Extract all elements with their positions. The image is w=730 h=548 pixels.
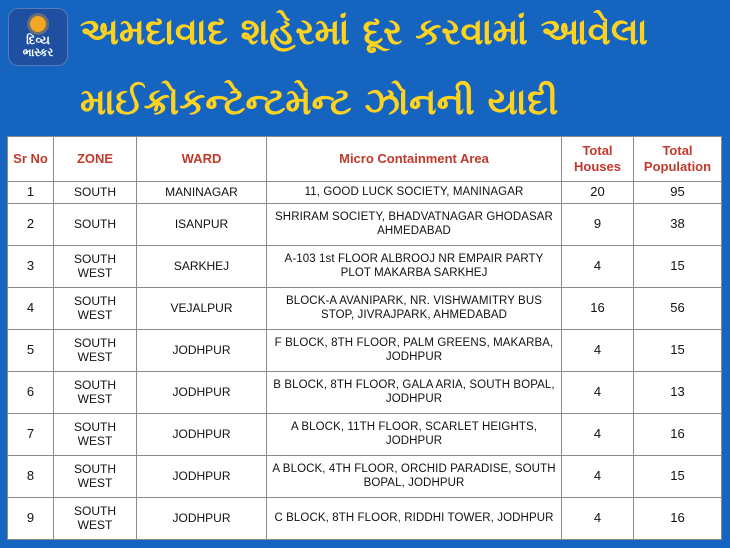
cell-zone: SOUTH WEST	[54, 329, 137, 371]
cell-total-population: 95	[634, 182, 722, 204]
cell-total-population: 16	[634, 497, 722, 539]
cell-area: A BLOCK, 11TH FLOOR, SCARLET HEIGHTS, JODHPUR	[267, 413, 562, 455]
table-row	[8, 182, 722, 204]
cell-ward: JODHPUR	[137, 413, 267, 455]
cell-zone: SOUTH WEST	[54, 497, 137, 539]
cell-total-houses: 9	[562, 203, 634, 245]
cell-total-houses: 4	[562, 497, 634, 539]
cell-total-population: 38	[634, 203, 722, 245]
cell-total-houses: 20	[562, 182, 634, 204]
cell-zone: SOUTH WEST	[54, 245, 137, 287]
cell-sr-no: 8	[8, 455, 54, 497]
headline-line-2: માઈક્રોકન્ટેન્ટમેન્ટ ઝોનની યાદી	[80, 80, 559, 123]
cell-total-population: 56	[634, 287, 722, 329]
cell-sr-no: 2	[8, 203, 54, 245]
header-total-population: Total Population	[634, 137, 722, 182]
cell-ward: VEJALPUR	[137, 287, 267, 329]
cell-ward: ISANPUR	[137, 203, 267, 245]
cell-sr-no: 3	[8, 245, 54, 287]
table-row	[8, 371, 722, 413]
cell-ward: JODHPUR	[137, 329, 267, 371]
cell-total-population: 16	[634, 413, 722, 455]
cell-ward: JODHPUR	[137, 455, 267, 497]
cell-area: A BLOCK, 4TH FLOOR, ORCHID PARADISE, SOUTH BOPAL, JODHPUR	[267, 455, 562, 497]
table-row	[8, 203, 722, 245]
header-area: Micro Containment Area	[267, 137, 562, 182]
cell-total-houses: 16	[562, 287, 634, 329]
cell-area: SHRIRAM SOCIETY, BHADVATNAGAR GHODASAR AHMEDABAD	[267, 203, 562, 245]
header-sr-no: Sr No	[8, 137, 54, 182]
table-row	[8, 287, 722, 329]
containment-table	[7, 136, 721, 540]
cell-total-population: 15	[634, 329, 722, 371]
table-header-row	[8, 137, 722, 182]
table-row	[8, 413, 722, 455]
cell-total-houses: 4	[562, 455, 634, 497]
cell-zone: SOUTH WEST	[54, 371, 137, 413]
cell-zone: SOUTH	[54, 203, 137, 245]
cell-total-population: 15	[634, 455, 722, 497]
cell-sr-no: 4	[8, 287, 54, 329]
cell-sr-no: 6	[8, 371, 54, 413]
sun-icon	[30, 16, 46, 32]
headline-line-1: અમદાવાદ શહેરમાં દૂર કરવામાં આવેલા	[80, 10, 648, 53]
cell-total-houses: 4	[562, 329, 634, 371]
cell-area: A-103 1st FLOOR ALBROOJ NR EMPAIR PARTY PLOT MAKARBA SARKHEJ	[267, 245, 562, 287]
cell-zone: SOUTH WEST	[54, 287, 137, 329]
cell-ward: SARKHEJ	[137, 245, 267, 287]
cell-sr-no: 1	[8, 182, 54, 204]
cell-total-population: 15	[634, 245, 722, 287]
cell-sr-no: 9	[8, 497, 54, 539]
table-row	[8, 455, 722, 497]
cell-total-houses: 4	[562, 371, 634, 413]
cell-ward: JODHPUR	[137, 371, 267, 413]
cell-zone: SOUTH WEST	[54, 413, 137, 455]
table-row	[8, 497, 722, 539]
cell-area: B BLOCK, 8TH FLOOR, GALA ARIA, SOUTH BOPAL, JODHPUR	[267, 371, 562, 413]
cell-zone: SOUTH	[54, 182, 137, 204]
header-zone: ZONE	[54, 137, 137, 182]
cell-area: BLOCK-A AVANIPARK, NR. VISHWAMITRY BUS STOP, JIVRAJPARK, AHMEDABAD	[267, 287, 562, 329]
divya-bhaskar-logo	[8, 8, 68, 66]
cell-ward: JODHPUR	[137, 497, 267, 539]
logo-line-1: દિવ્ય	[26, 32, 50, 47]
cell-sr-no: 7	[8, 413, 54, 455]
table-row	[8, 245, 722, 287]
cell-area: 11, GOOD LUCK SOCIETY, MANINAGAR	[267, 182, 562, 204]
logo-line-2: ભાસ્કર	[22, 46, 54, 59]
cell-total-houses: 4	[562, 245, 634, 287]
header-ward: WARD	[137, 137, 267, 182]
cell-total-population: 13	[634, 371, 722, 413]
cell-total-houses: 4	[562, 413, 634, 455]
table-row	[8, 329, 722, 371]
cell-area: F BLOCK, 8TH FLOOR, PALM GREENS, MAKARBA, JODHPUR	[267, 329, 562, 371]
cell-zone: SOUTH WEST	[54, 455, 137, 497]
header-total-houses: Total Houses	[562, 137, 634, 182]
cell-area: C BLOCK, 8TH FLOOR, RIDDHI TOWER, JODHPUR	[267, 497, 562, 539]
cell-sr-no: 5	[8, 329, 54, 371]
cell-ward: MANINAGAR	[137, 182, 267, 204]
